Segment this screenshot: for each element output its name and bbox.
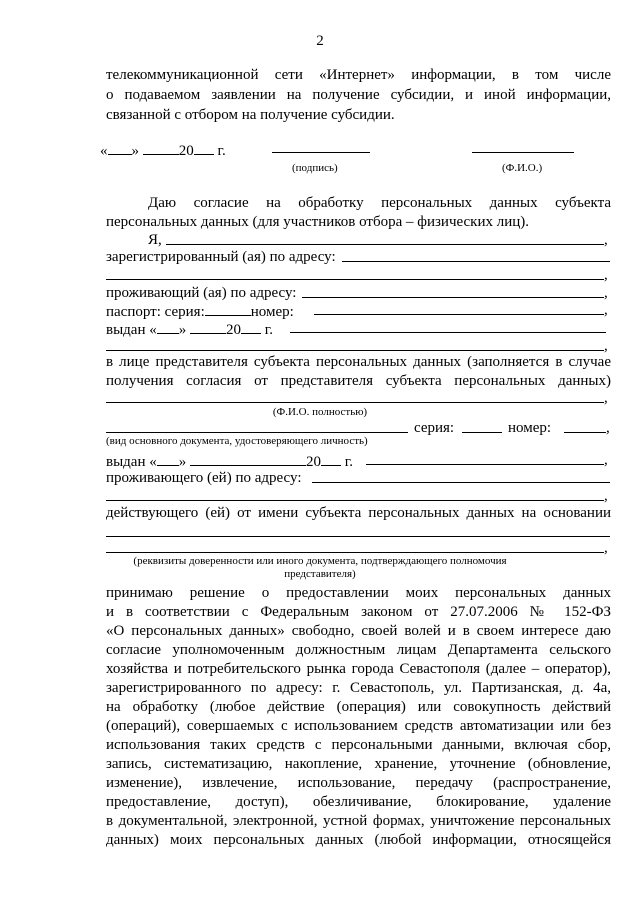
- issued-row: выдан « » 20 г.: [106, 319, 273, 339]
- acting-line: действующего (ей) от имени субъекта персональных данных на основании: [106, 505, 611, 521]
- fio-line: [472, 152, 574, 153]
- living-line: [302, 297, 604, 298]
- intro-line-3: связанной с отбором на получение субсидии.: [106, 107, 395, 123]
- name-line: [166, 244, 604, 245]
- body-line-10: запись, систематизацию, накопление, хранение, уточнение (обновление,: [106, 756, 611, 772]
- body-line-11: изменение), извлечение, использование, передачу (распространение,: [106, 775, 611, 791]
- doc-caption: (вид основного документа, удостоверяющего личность): [106, 435, 368, 447]
- details-caption-1: (реквизиты доверенности или иного документа, подтверждающего полномочия: [133, 555, 507, 567]
- issued2-line: [366, 464, 604, 465]
- body-line-4: согласие уполномоченным должностным лицам Департамента сельского: [106, 642, 611, 658]
- acting-line-3: [106, 552, 604, 553]
- living2-line-2: [106, 500, 604, 501]
- fio-caption: (Ф.И.О.): [502, 162, 543, 174]
- issued-line: [290, 332, 606, 333]
- body-line-1: принимаю решение о предоставлении моих персональных данных: [106, 585, 611, 601]
- acting-line-2: [106, 536, 610, 537]
- signature-caption: (подпись): [292, 162, 338, 174]
- representative-line-2: получения согласия от представителя субъекта персональных данных): [106, 373, 611, 389]
- rep-number-label: номер:: [508, 420, 552, 436]
- living-label: проживающий (ая) по адресу:: [106, 285, 297, 301]
- body-line-12: предоставление, доступ), обезличивание, блокирование, удаление: [106, 794, 611, 810]
- passport-row: паспорт: серия: номер:: [106, 301, 294, 321]
- date-line: « » 20 г.: [100, 140, 226, 160]
- intro-line-1: телекоммуникационной сети «Интернет» информации, в том числе: [106, 67, 611, 83]
- registered-line-2: [106, 279, 604, 280]
- doc-type-line: [106, 432, 408, 433]
- rep-number-line: [564, 432, 606, 433]
- signature-line: [272, 152, 370, 153]
- body-line-6: зарегистрированного по адресу: г. Севастополь, ул. Партизанская, д. 4а,: [106, 680, 611, 696]
- body-line-7: на обработку (любое действие (операция) или совокупность действий: [106, 699, 611, 715]
- body-line-2: и в соответствии с Федеральным законом от 27.07.2006 № 152-ФЗ: [106, 604, 611, 620]
- rep-series-line: [462, 432, 502, 433]
- representative-line-1: в лице представителя субъекта персональных данных (заполняется в случае: [106, 354, 611, 370]
- registered-line: [342, 261, 610, 262]
- registered-label: зарегистрированный (ая) по адресу:: [106, 249, 336, 265]
- body-line-14: данных) моих персональных данных (любой информации, относящейся: [106, 832, 611, 848]
- living2-label: проживающего (ей) по адресу:: [106, 470, 302, 486]
- intro-line-2: о подаваемом заявлении на получение субсидии, и иной информации,: [106, 87, 611, 103]
- body-line-13: в документальной, электронной, устной формах, уничтожение персональных: [106, 813, 611, 829]
- issued2-row: выдан « » 20 г.: [106, 451, 353, 471]
- rep-fio-line: [106, 402, 604, 403]
- issued-line-2: [106, 350, 604, 351]
- fio-full-caption: (Ф.И.О. полностью): [272, 406, 368, 418]
- details-caption-2: представителя): [284, 568, 356, 580]
- body-line-8: (операций), совершаемых с использованием средств автоматизации или без: [106, 718, 611, 734]
- body-line-3: «О персональных данных» свободно, своей волей и в своем интересе даю: [106, 623, 611, 639]
- body-line-9: использования таких средств с персональными данными, включая сбор,: [106, 737, 611, 753]
- living2-line: [312, 482, 610, 483]
- rep-series-label: серия:: [414, 420, 455, 436]
- consent-line-2: персональных данных (для участников отбора – физических лиц).: [106, 214, 530, 230]
- consent-line-1: Даю согласие на обработку персональных данных субъекта: [148, 195, 611, 211]
- body-line-5: хозяйства и потребительского рынка города Севастополя (далее – оператор),: [106, 661, 611, 677]
- ya-label: Я,: [148, 232, 162, 248]
- page-number: 2: [316, 33, 324, 49]
- passport-number-line: [314, 314, 604, 315]
